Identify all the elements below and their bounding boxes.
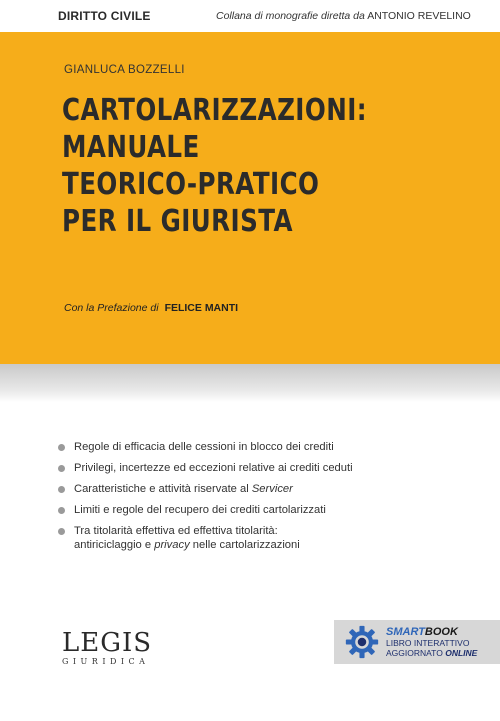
book-title: [62, 92, 488, 240]
grey-band: [0, 364, 500, 402]
list-item-italic: Servicer: [251, 483, 293, 495]
bullet-icon: [58, 465, 65, 472]
smartbook-text: [386, 626, 477, 658]
smartbook-line1: LIBRO INTERATTIVO: [386, 638, 470, 648]
list-item: [58, 461, 478, 475]
title-line: PER IL GIURISTA: [62, 204, 293, 239]
publisher-subtitle: GIURIDICA: [62, 657, 150, 666]
bullet-icon: [58, 444, 65, 451]
publisher-logo: [62, 630, 152, 666]
top-bar: [0, 0, 500, 32]
collana-director: ANTONIO REVELINO: [367, 10, 471, 22]
title-line: MANUALE: [62, 130, 200, 165]
list-item-text: antiriciclaggio e: [74, 539, 155, 551]
topic-list: [58, 440, 478, 559]
bullet-icon: [58, 528, 65, 535]
smartbook-title: [386, 626, 477, 638]
preface-author: FELICE MANTI: [164, 302, 239, 314]
bullet-icon: [58, 507, 65, 514]
list-item-text: Tra titolarità effettiva ed effettiva titolarità:: [74, 525, 278, 537]
smartbook-line2: [386, 648, 477, 658]
collana-line: [216, 10, 471, 22]
preface-prefix: Con la Prefazione di: [64, 302, 159, 314]
publisher-name: LEGIS: [62, 628, 153, 658]
series-label: DIRITTO CIVILE: [58, 9, 151, 23]
list-item: [58, 440, 478, 454]
list-item-text: Caratteristiche e attività riservate al: [74, 483, 252, 495]
title-line: TEORICO-PRATICO: [62, 167, 320, 202]
collana-prefix: Collana di monografie diretta da: [216, 10, 365, 22]
bullet-icon: [58, 486, 65, 493]
list-item: [58, 524, 478, 552]
smartbook-badge: [334, 620, 500, 664]
title-line: CARTOLARIZZAZIONI:: [62, 93, 368, 128]
preface-line: [64, 302, 238, 314]
list-item-text: Regole di efficacia delle cessioni in blocco dei crediti: [74, 441, 334, 453]
smartbook-title-a: SMART: [386, 626, 425, 638]
list-item-text: nelle cartolarizzazioni: [189, 539, 300, 551]
smartbook-line2-prefix: AGGIORNATO: [386, 648, 443, 658]
gear-icon: [345, 625, 379, 659]
smartbook-title-b: BOOK: [424, 626, 458, 638]
list-item-text: Privilegi, incertezze ed eccezioni relative ai crediti ceduti: [74, 462, 353, 474]
list-item: [58, 482, 478, 496]
list-item-italic: privacy: [154, 539, 190, 551]
list-item-text: Limiti e regole del recupero dei crediti cartolarizzati: [74, 504, 326, 516]
smartbook-online: ONLINE: [445, 648, 478, 658]
author-name: GIANLUCA BOZZELLI: [64, 64, 185, 76]
list-item: [58, 503, 478, 517]
